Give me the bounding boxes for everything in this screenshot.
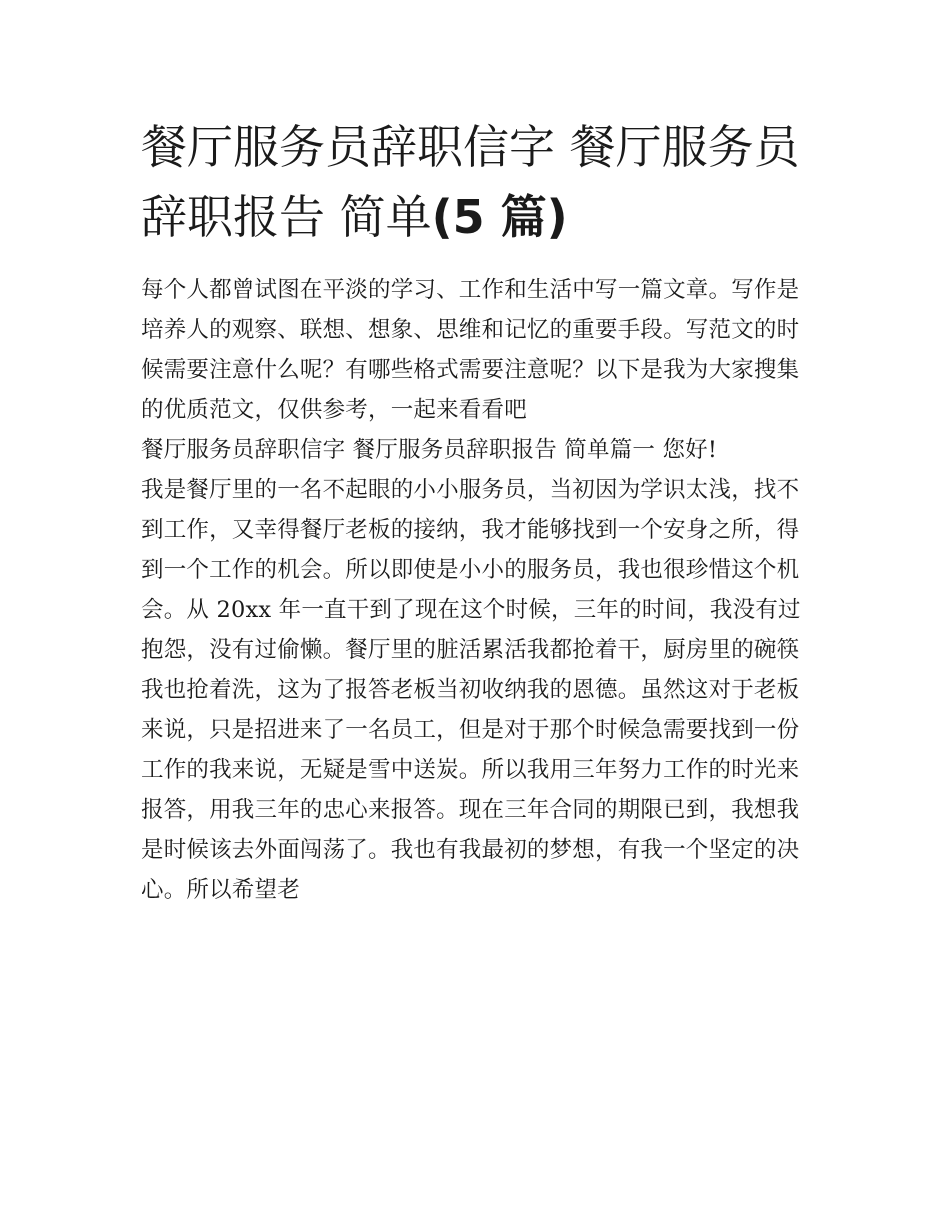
document-title	[141, 112, 813, 252]
body-paragraph: 我是餐厅里的一名不起眼的小小服务员，当初因为学识太浅，找不到工作，又幸得餐厅老板的接纳，我才能够找到一个安身之所，得到一个工作的机会。所以即使是小小的服务员，我也很珍惜这个机会。从 20xx 年一直干到了现在这个时候，三年的时间，我没有过抱怨，没有过偷懒。餐厅里的脏活累活我都抢着干，厨房里的碗筷我也抢着洗，这为了报答老板当初收纳我的恩德。虽然这对于老板来说，只是招进来了一名员工，但是对于那个时候急需要找到一份工作的我来说，无疑是雪中送炭。所以我用三年努力工作的时光来报答，用我三年的忠心来报答。现在三年合同的期限已到，我想我是时候该去外面闯荡了。我也有我最初的梦想，有我一个坚定的决心。所以希望老	[141, 477, 801, 903]
title-suffix: (5 篇)	[431, 190, 568, 244]
intro-paragraph: 每个人都曾试图在平淡的学习、工作和生活中写一篇文章。写作是培养人的观察、联想、想象、思维和记忆的重要手段。写范文的时候需要注意什么呢？有哪些格式需要注意呢？以下是我为大家搜集的优质范文，仅供参考，一起来看看吧	[141, 277, 800, 423]
section-heading: 餐厅服务员辞职信字 餐厅服务员辞职报告 简单篇一 您好!	[141, 437, 718, 463]
document-content	[141, 112, 813, 910]
title-main: 餐厅服务员辞职信字 餐厅服务员辞职报告 简单	[141, 120, 800, 244]
